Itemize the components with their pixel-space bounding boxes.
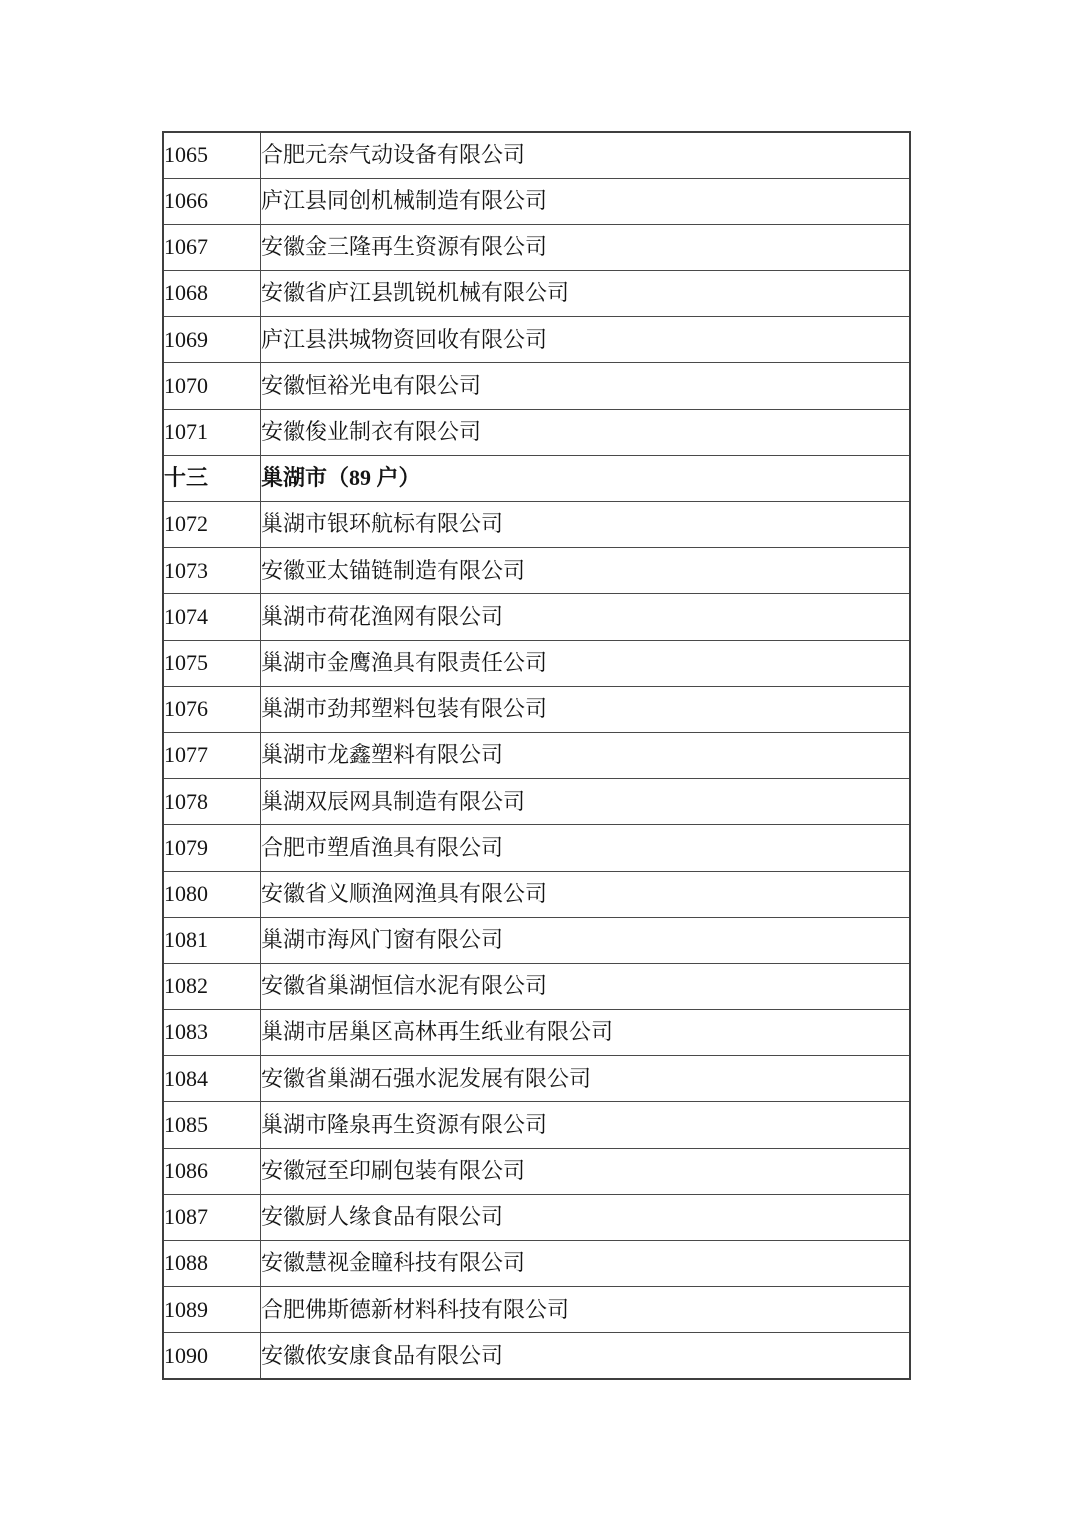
row-number-cell: 1079 (163, 825, 261, 871)
company-name-cell: 庐江县洪城物资回收有限公司 (261, 317, 911, 363)
row-number-cell: 1075 (163, 640, 261, 686)
table-row (163, 502, 910, 548)
row-number-cell: 1084 (163, 1056, 261, 1102)
table-row (163, 1333, 910, 1379)
row-number-cell: 1068 (163, 271, 261, 317)
section-number-cell: 十三 (163, 455, 261, 501)
company-name-cell: 安徽侬安康食品有限公司 (261, 1333, 911, 1379)
table-row (163, 1056, 910, 1102)
table-row (163, 871, 910, 917)
company-name-cell: 庐江县同创机械制造有限公司 (261, 178, 911, 224)
row-number-cell: 1074 (163, 594, 261, 640)
table-row (163, 224, 910, 270)
row-number-cell: 1087 (163, 1194, 261, 1240)
row-number-cell: 1081 (163, 917, 261, 963)
row-number-cell: 1080 (163, 871, 261, 917)
company-name-cell: 安徽省庐江县凯锐机械有限公司 (261, 271, 911, 317)
company-name-cell: 安徽慧视金瞳科技有限公司 (261, 1241, 911, 1287)
row-number-cell: 1083 (163, 1010, 261, 1056)
table-row (163, 317, 910, 363)
row-number-cell: 1065 (163, 132, 261, 178)
company-name-cell: 安徽恒裕光电有限公司 (261, 363, 911, 409)
company-name-cell: 合肥佛斯德新材料科技有限公司 (261, 1287, 911, 1333)
company-list-table-body (163, 132, 910, 1379)
table-row (163, 409, 910, 455)
section-header-row (163, 455, 910, 501)
table-row (163, 640, 910, 686)
company-name-cell: 安徽厨人缘食品有限公司 (261, 1194, 911, 1240)
row-number-cell: 1082 (163, 963, 261, 1009)
table-row (163, 548, 910, 594)
row-number-cell: 1088 (163, 1241, 261, 1287)
company-name-cell: 安徽省巢湖石强水泥发展有限公司 (261, 1056, 911, 1102)
company-list-table (162, 131, 911, 1380)
table-row (163, 178, 910, 224)
table-row (163, 963, 910, 1009)
row-number-cell: 1072 (163, 502, 261, 548)
row-number-cell: 1086 (163, 1148, 261, 1194)
row-number-cell: 1071 (163, 409, 261, 455)
company-name-cell: 巢湖市居巢区高林再生纸业有限公司 (261, 1010, 911, 1056)
company-name-cell: 安徽亚太锚链制造有限公司 (261, 548, 911, 594)
table-row (163, 132, 910, 178)
row-number-cell: 1076 (163, 686, 261, 732)
table-row (163, 732, 910, 778)
row-number-cell: 1078 (163, 779, 261, 825)
row-number-cell: 1089 (163, 1287, 261, 1333)
table-row (163, 779, 910, 825)
row-number-cell: 1085 (163, 1102, 261, 1148)
company-name-cell: 安徽金三隆再生资源有限公司 (261, 224, 911, 270)
table-row (163, 271, 910, 317)
company-name-cell: 巢湖市银环航标有限公司 (261, 502, 911, 548)
company-name-cell: 合肥市塑盾渔具有限公司 (261, 825, 911, 871)
row-number-cell: 1073 (163, 548, 261, 594)
table-row (163, 917, 910, 963)
row-number-cell: 1066 (163, 178, 261, 224)
table-row (163, 1010, 910, 1056)
table-row (163, 594, 910, 640)
table-row (163, 686, 910, 732)
company-name-cell: 巢湖市隆泉再生资源有限公司 (261, 1102, 911, 1148)
table-row (163, 1241, 910, 1287)
row-number-cell: 1090 (163, 1333, 261, 1379)
table-row (163, 1194, 910, 1240)
company-name-cell: 合肥元奈气动设备有限公司 (261, 132, 911, 178)
company-name-cell: 安徽俊业制衣有限公司 (261, 409, 911, 455)
company-name-cell: 巢湖市金鹰渔具有限责任公司 (261, 640, 911, 686)
company-name-cell: 安徽省巢湖恒信水泥有限公司 (261, 963, 911, 1009)
company-name-cell: 巢湖市海风门窗有限公司 (261, 917, 911, 963)
company-name-cell: 巢湖市龙鑫塑料有限公司 (261, 732, 911, 778)
table-row (163, 1148, 910, 1194)
table-row (163, 1102, 910, 1148)
row-number-cell: 1077 (163, 732, 261, 778)
table-row (163, 1287, 910, 1333)
row-number-cell: 1070 (163, 363, 261, 409)
company-name-cell: 安徽冠至印刷包装有限公司 (261, 1148, 911, 1194)
table-row (163, 825, 910, 871)
company-name-cell: 安徽省义顺渔网渔具有限公司 (261, 871, 911, 917)
row-number-cell: 1067 (163, 224, 261, 270)
company-name-cell: 巢湖双辰网具制造有限公司 (261, 779, 911, 825)
section-title-cell: 巢湖市（89 户） (261, 455, 911, 501)
row-number-cell: 1069 (163, 317, 261, 363)
company-name-cell: 巢湖市荷花渔网有限公司 (261, 594, 911, 640)
company-name-cell: 巢湖市劲邦塑料包装有限公司 (261, 686, 911, 732)
table-row (163, 363, 910, 409)
